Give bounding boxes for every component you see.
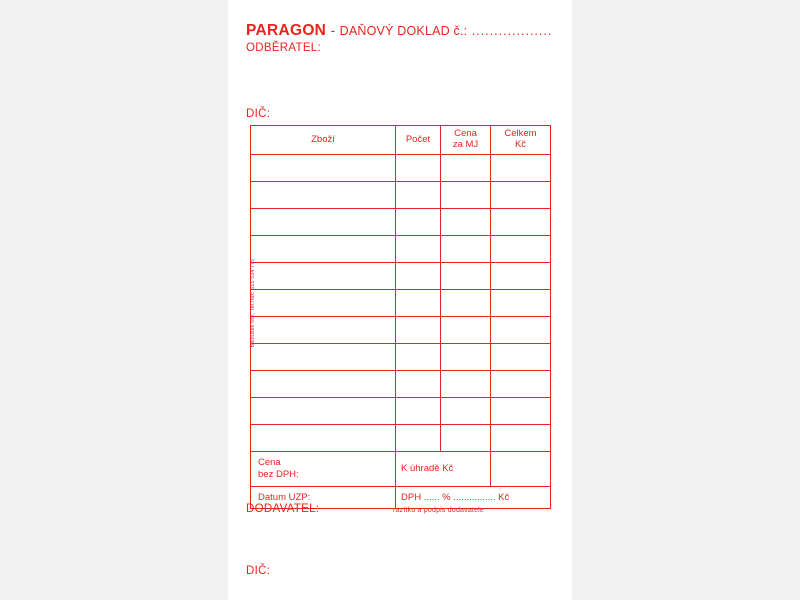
items-table-footer bbox=[251, 452, 551, 509]
customer-vat-label: DIČ: bbox=[246, 108, 271, 120]
column-header-total-line1: Celkem bbox=[504, 128, 537, 140]
table-cell-cena[interactable] bbox=[441, 290, 491, 317]
table-cell-pocet[interactable] bbox=[396, 263, 441, 290]
table-cell-pocet[interactable] bbox=[396, 317, 441, 344]
document-subtitle: DAŇOVÝ DOKLAD č.: bbox=[339, 24, 468, 38]
table-cell-cena[interactable] bbox=[441, 398, 491, 425]
table-row bbox=[251, 290, 551, 317]
table-row bbox=[251, 236, 551, 263]
column-header-unit-price-line1: Cena bbox=[454, 128, 477, 140]
table-cell-celkem[interactable] bbox=[491, 398, 551, 425]
table-cell-zbozi[interactable] bbox=[251, 236, 396, 263]
table-cell-zbozi[interactable] bbox=[251, 182, 396, 209]
table-cell-pocet[interactable] bbox=[396, 155, 441, 182]
table-cell-zbozi[interactable] bbox=[251, 371, 396, 398]
table-cell-celkem[interactable] bbox=[491, 290, 551, 317]
summary-row-total bbox=[251, 452, 551, 487]
table-cell-cena[interactable] bbox=[441, 425, 491, 452]
table-cell-pocet[interactable] bbox=[396, 209, 441, 236]
table-row bbox=[251, 182, 551, 209]
price-excl-vat-line1: Cena bbox=[258, 457, 281, 468]
background-left bbox=[0, 0, 228, 600]
table-cell-celkem[interactable] bbox=[491, 209, 551, 236]
table-row bbox=[251, 155, 551, 182]
title-dash: - bbox=[330, 23, 336, 38]
items-table bbox=[250, 125, 551, 509]
table-header-row bbox=[251, 126, 551, 155]
table-row bbox=[251, 263, 551, 290]
supplier-vat-label: DIČ: bbox=[246, 565, 271, 577]
customer-label: ODBĚRATEL: bbox=[246, 42, 321, 54]
items-table-body bbox=[251, 155, 551, 452]
table-cell-cena[interactable] bbox=[441, 209, 491, 236]
price-excl-vat-line2: bez DPH: bbox=[258, 468, 299, 480]
vat-line-label: DPH ...... % ................ Kč bbox=[396, 486, 551, 508]
table-row bbox=[251, 344, 551, 371]
column-header-goods: Zboží bbox=[251, 126, 396, 155]
table-cell-celkem[interactable] bbox=[491, 155, 551, 182]
background-right bbox=[572, 0, 800, 600]
column-header-total bbox=[491, 126, 551, 155]
table-cell-celkem[interactable] bbox=[491, 425, 551, 452]
table-cell-pocet[interactable] bbox=[396, 398, 441, 425]
taxable-date-label: Datum UZP: bbox=[251, 486, 396, 508]
document-number-blank: .................. bbox=[471, 24, 553, 38]
page-title: PARAGON bbox=[246, 22, 327, 39]
table-cell-cena[interactable] bbox=[441, 182, 491, 209]
stamp-signature-note: razítko a podpis dodavatele bbox=[393, 507, 485, 514]
column-header-unit-price bbox=[441, 126, 491, 155]
items-table-header bbox=[251, 126, 551, 155]
document-header bbox=[246, 22, 556, 40]
table-cell-zbozi[interactable] bbox=[251, 155, 396, 182]
column-header-unit-price-line2: za MJ bbox=[452, 139, 479, 150]
price-excl-vat-label bbox=[251, 452, 396, 487]
table-row bbox=[251, 398, 551, 425]
printer-credit-vertical: Baloušek tisk, Tel./fax: 515 534 775 bbox=[250, 258, 256, 348]
table-cell-zbozi[interactable] bbox=[251, 290, 396, 317]
table-cell-zbozi[interactable] bbox=[251, 317, 396, 344]
table-cell-zbozi[interactable] bbox=[251, 398, 396, 425]
table-cell-celkem[interactable] bbox=[491, 344, 551, 371]
table-row bbox=[251, 371, 551, 398]
table-cell-cena[interactable] bbox=[441, 317, 491, 344]
supplier-label: DODAVATEL: bbox=[246, 503, 320, 515]
table-row bbox=[251, 209, 551, 236]
table-cell-pocet[interactable] bbox=[396, 371, 441, 398]
column-header-quantity: Počet bbox=[396, 126, 441, 155]
table-cell-cena[interactable] bbox=[441, 263, 491, 290]
table-row bbox=[251, 317, 551, 344]
table-cell-celkem[interactable] bbox=[491, 263, 551, 290]
table-cell-cena[interactable] bbox=[441, 371, 491, 398]
amount-due-value bbox=[491, 452, 551, 487]
table-cell-pocet[interactable] bbox=[396, 236, 441, 263]
table-cell-zbozi[interactable] bbox=[251, 209, 396, 236]
table-cell-cena[interactable] bbox=[441, 236, 491, 263]
column-header-total-line2: Kč bbox=[514, 139, 527, 150]
table-cell-celkem[interactable] bbox=[491, 371, 551, 398]
table-cell-celkem[interactable] bbox=[491, 182, 551, 209]
table-cell-cena[interactable] bbox=[441, 344, 491, 371]
table-cell-pocet[interactable] bbox=[396, 290, 441, 317]
table-cell-pocet[interactable] bbox=[396, 425, 441, 452]
table-cell-celkem[interactable] bbox=[491, 317, 551, 344]
table-row bbox=[251, 425, 551, 452]
table-cell-pocet[interactable] bbox=[396, 182, 441, 209]
table-cell-zbozi[interactable] bbox=[251, 263, 396, 290]
amount-due-label: K úhradě Kč bbox=[396, 452, 491, 487]
receipt-paper bbox=[228, 0, 572, 600]
table-cell-pocet[interactable] bbox=[396, 344, 441, 371]
table-cell-cena[interactable] bbox=[441, 155, 491, 182]
table-cell-zbozi[interactable] bbox=[251, 425, 396, 452]
table-cell-celkem[interactable] bbox=[491, 236, 551, 263]
table-cell-zbozi[interactable] bbox=[251, 344, 396, 371]
